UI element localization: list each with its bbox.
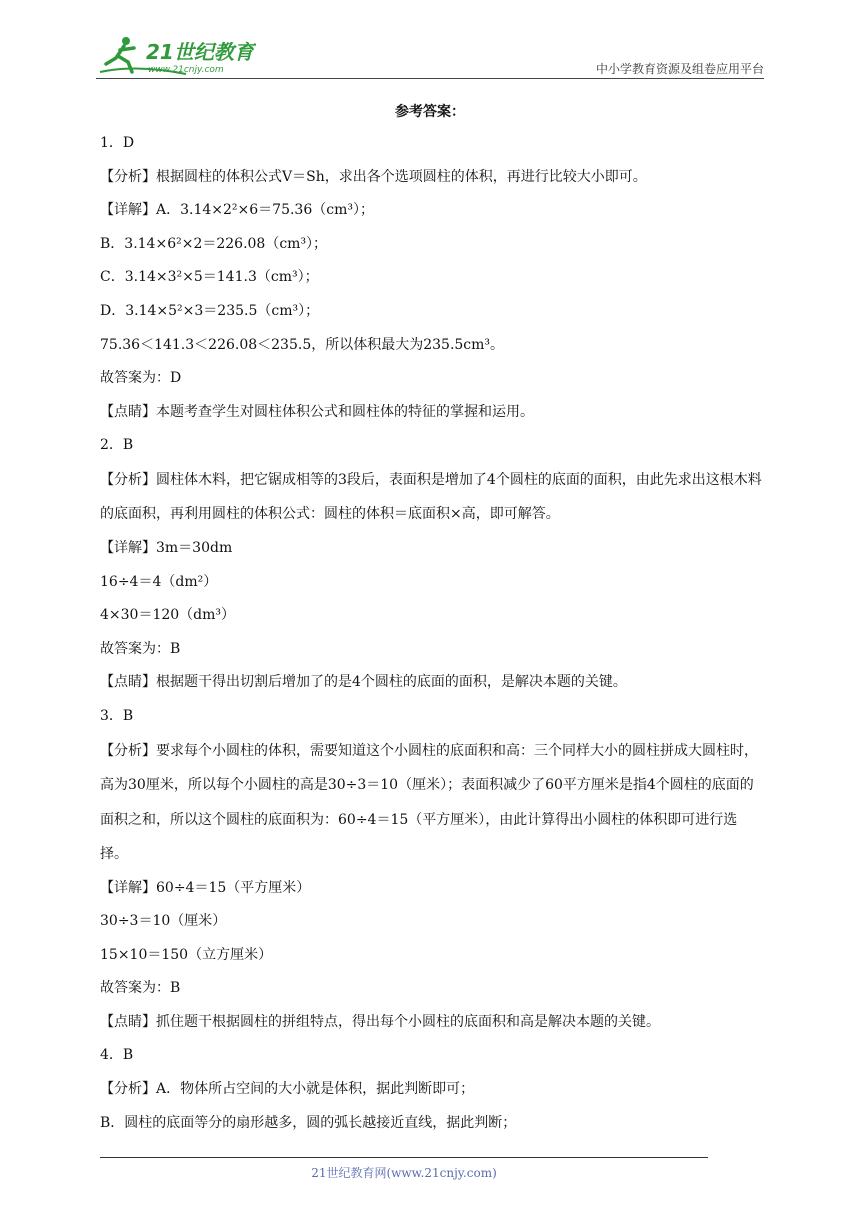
- answer-line: B．3.14×6²×2＝226.08（cm³）；: [100, 235, 328, 252]
- answer-line: 【详解】60÷4＝15（平方厘米）: [100, 879, 311, 896]
- answer-line: 75.36＜141.3＜226.08＜235.5，所以体积最大为235.5cm³。: [100, 336, 505, 353]
- answer-line: 15×10＝150（立方厘米）: [100, 946, 273, 963]
- answer-content: [100, 127, 764, 1140]
- answer-line: 4．B: [100, 1047, 134, 1064]
- page-header: [96, 34, 764, 80]
- answer-line: 【分析】A．物体所占空间的大小就是体积，据此判断即可；: [100, 1081, 475, 1098]
- footer-text: 21世纪教育网(www.21cnjy.com): [311, 1166, 497, 1180]
- runner-head-icon: [122, 37, 130, 45]
- logo: [96, 34, 256, 78]
- answer-line: 【点睛】根据题干得出切割后增加了的是4个圆柱的底面的面积，是解决本题的关键。: [100, 674, 627, 691]
- platform-name: 中小学教育资源及组卷应用平台: [595, 62, 764, 76]
- answer-line: 1．D: [100, 135, 135, 151]
- answer-line: 故答案为：B: [100, 980, 181, 997]
- answer-line: 【分析】根据圆柱的体积公式V＝Sh，求出各个选项圆柱的体积，再进行比较大小即可。: [100, 168, 647, 185]
- answer-line: 【点睛】抓住题干根据圆柱的拼组特点，得出每个小圆柱的底面积和高是解决本题的关键。: [100, 1013, 660, 1030]
- answer-line: 【分析】要求每个小圆柱的体积，需要知道这个小圆柱的底面积和高：三个同样大小的圆柱拼成大圆柱时，高为30厘米，所以每个小圆柱的高是30÷3＝10（厘米）；表面积减少了60平方厘米是指4个圆柱的底面的面积之和，所以这个圆柱的底面积为：60÷4＝15（平方厘米），由此计算得出小圆柱的体积即可进行选择。: [100, 742, 758, 862]
- answer-line: D．3.14×5²×3＝235.5（cm³）；: [100, 302, 320, 319]
- answer-line: 4×30＝120（dm³）: [100, 607, 236, 624]
- answer-line: 2．B: [100, 437, 134, 454]
- answer-line: 【详解】3m＝30dm: [100, 539, 233, 556]
- answer-line: 故答案为：B: [100, 640, 181, 657]
- answer-line: 16÷4＝4（dm²）: [100, 573, 218, 590]
- answer-line: 30÷3＝10（厘米）: [100, 913, 227, 930]
- logo-text: 21世纪教育: [146, 40, 254, 64]
- answer-line: B．圆柱的底面等分的扇形越多，圆的弧长越接近直线，据此判断；: [100, 1114, 517, 1131]
- answer-line: 【详解】A．3.14×2²×6＝75.36（cm³）；: [100, 202, 374, 219]
- answer-line: 3．B: [100, 707, 134, 724]
- answer-line: 【点睛】本题考查学生对圆柱体积公式和圆柱体的特征的掌握和运用。: [100, 403, 534, 420]
- header-divider: [96, 78, 764, 79]
- answer-line: 故答案为：D: [100, 370, 182, 387]
- answer-line: C．3.14×3²×5＝141.3（cm³）；: [100, 269, 319, 286]
- footer-divider: [100, 1157, 708, 1158]
- logo-url: www.21cnjy.com: [148, 65, 224, 75]
- answer-line: 【分析】圆柱体木料，把它锯成相等的3段后，表面积是增加了4个圆柱的底面的面积，由此先求出这根木料的底面积，再利用圆柱的体积公式：圆柱的体积＝底面积×高，即可解答。: [100, 471, 762, 523]
- page-title: 参考答案：: [395, 104, 465, 120]
